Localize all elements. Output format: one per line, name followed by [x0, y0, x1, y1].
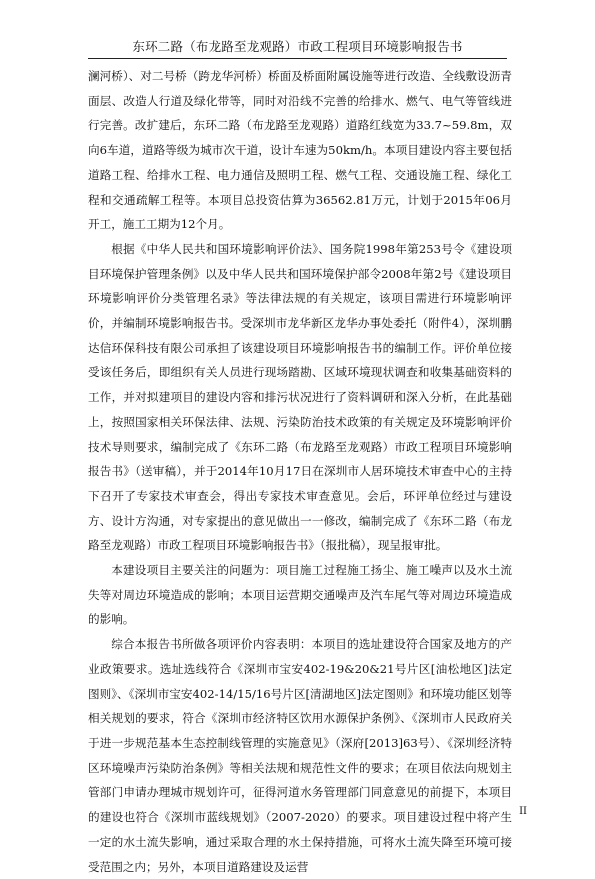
paragraph: 综合本报告书所做各项评价内容表明：本项目的选址建设符合国家及地方的产业政策要求。选址选线符合《深圳市宝安402-19&20&21号片区[油松地区]法定图则》、《深圳市宝安402-14/15/16号片区[清湖地区]法定图则》和环境功能区划等相关规划的要求，符合《深圳市经济特区饮用水源保护条例》、《深圳市人民政府关于进一步规范基本生态控制线管理的实施意见》（深府[2013]63号）、《深圳经济特区环境噪声污染防治条例》等相关法规和规范性文件的要求；在项目依法向规划主管部门申请办理城市规划许可，征得河道水务管理部门同意意见的前提下，本项目的建设也符合《深圳市蓝线规划》（2007-2020）的要求。项目建设过程中将产生一定的水土流失影响，通过采取合理的水土保持措施，可将水土流失降至环境可接受范围之内；另外，本项目道路建设及运营: [88, 637, 512, 874]
header-title: 东环二路（布龙路至龙观路）市政工程项目环境影响报告书: [132, 39, 463, 54]
paragraph: 本建设项目主要关注的问题为：项目施工过程施工扬尘、施工噪声以及水土流失等对周边环境造成的影响；本项目运营期交通噪声及汽车尾气等对周边环境造成的影响。: [88, 563, 512, 627]
paragraph: 澜河桥）、对二号桥（跨龙华河桥）桥面及桥面附属设施等进行改造、全线敷设沥青面层、改造人行道及绿化带等，同时对沿线不完善的给排水、燃气、电气等管线进行完善。改扩建后，东环二路（布龙路至龙观路）道路红线宽为33.7~59.8m，双向6车道，道路等级为城市次干道，设计车速为50km/h。本项目建设内容主要包括道路工程、给排水工程、电力通信及照明工程、燃气工程、交通设施工程、绿化工程和交通疏解工程等。本项目总投资估算为36562.81万元，计划于2015年06月开工，施工工期为12个月。: [88, 69, 512, 232]
page-header: [88, 38, 507, 59]
body-text: [88, 64, 512, 879]
page-number: II: [519, 806, 527, 817]
paragraph: 根据《中华人民共和国环境影响评价法》、国务院1998年第253号令《建设项目环境保护管理条例》以及中华人民共和国环境保护部令2008年第2号《建设项目环境影响评价分类管理名录》等法律法规的有关规定，该项目需进行环境影响评价，并编制环境影响报告书。受深圳市龙华新区龙华办事处委托（附件4），深圳鹏达信环保科技有限公司承担了该建设项目环境影响报告书的编制工作。评价单位接受该任务后，即组织有关人员进行现场踏勘、区域环境现状调查和收集基础资料的工作，并对拟建项目的建设内容和排污状况进行了资料调研和深入分析，在此基础上，按照国家相关环保法律、法规、污染防治技术政策的有关规定及环境影响评价技术导则要求，编制完成了《东环二路（布龙路至龙观路）市政工程项目环境影响报告书》（送审稿），并于2014年10月17日在深圳市人居环境技术审查中心的主持下召开了专家技术审查会，得出专家技术审查意见。会后，环评单位经过与建设方、设计方沟通，对专家提出的意见做出一一修改，编制完成了《东环二路（布龙路至龙观路）市政工程项目环境影响报告书》（报批稿），现呈报审批。: [88, 241, 512, 553]
